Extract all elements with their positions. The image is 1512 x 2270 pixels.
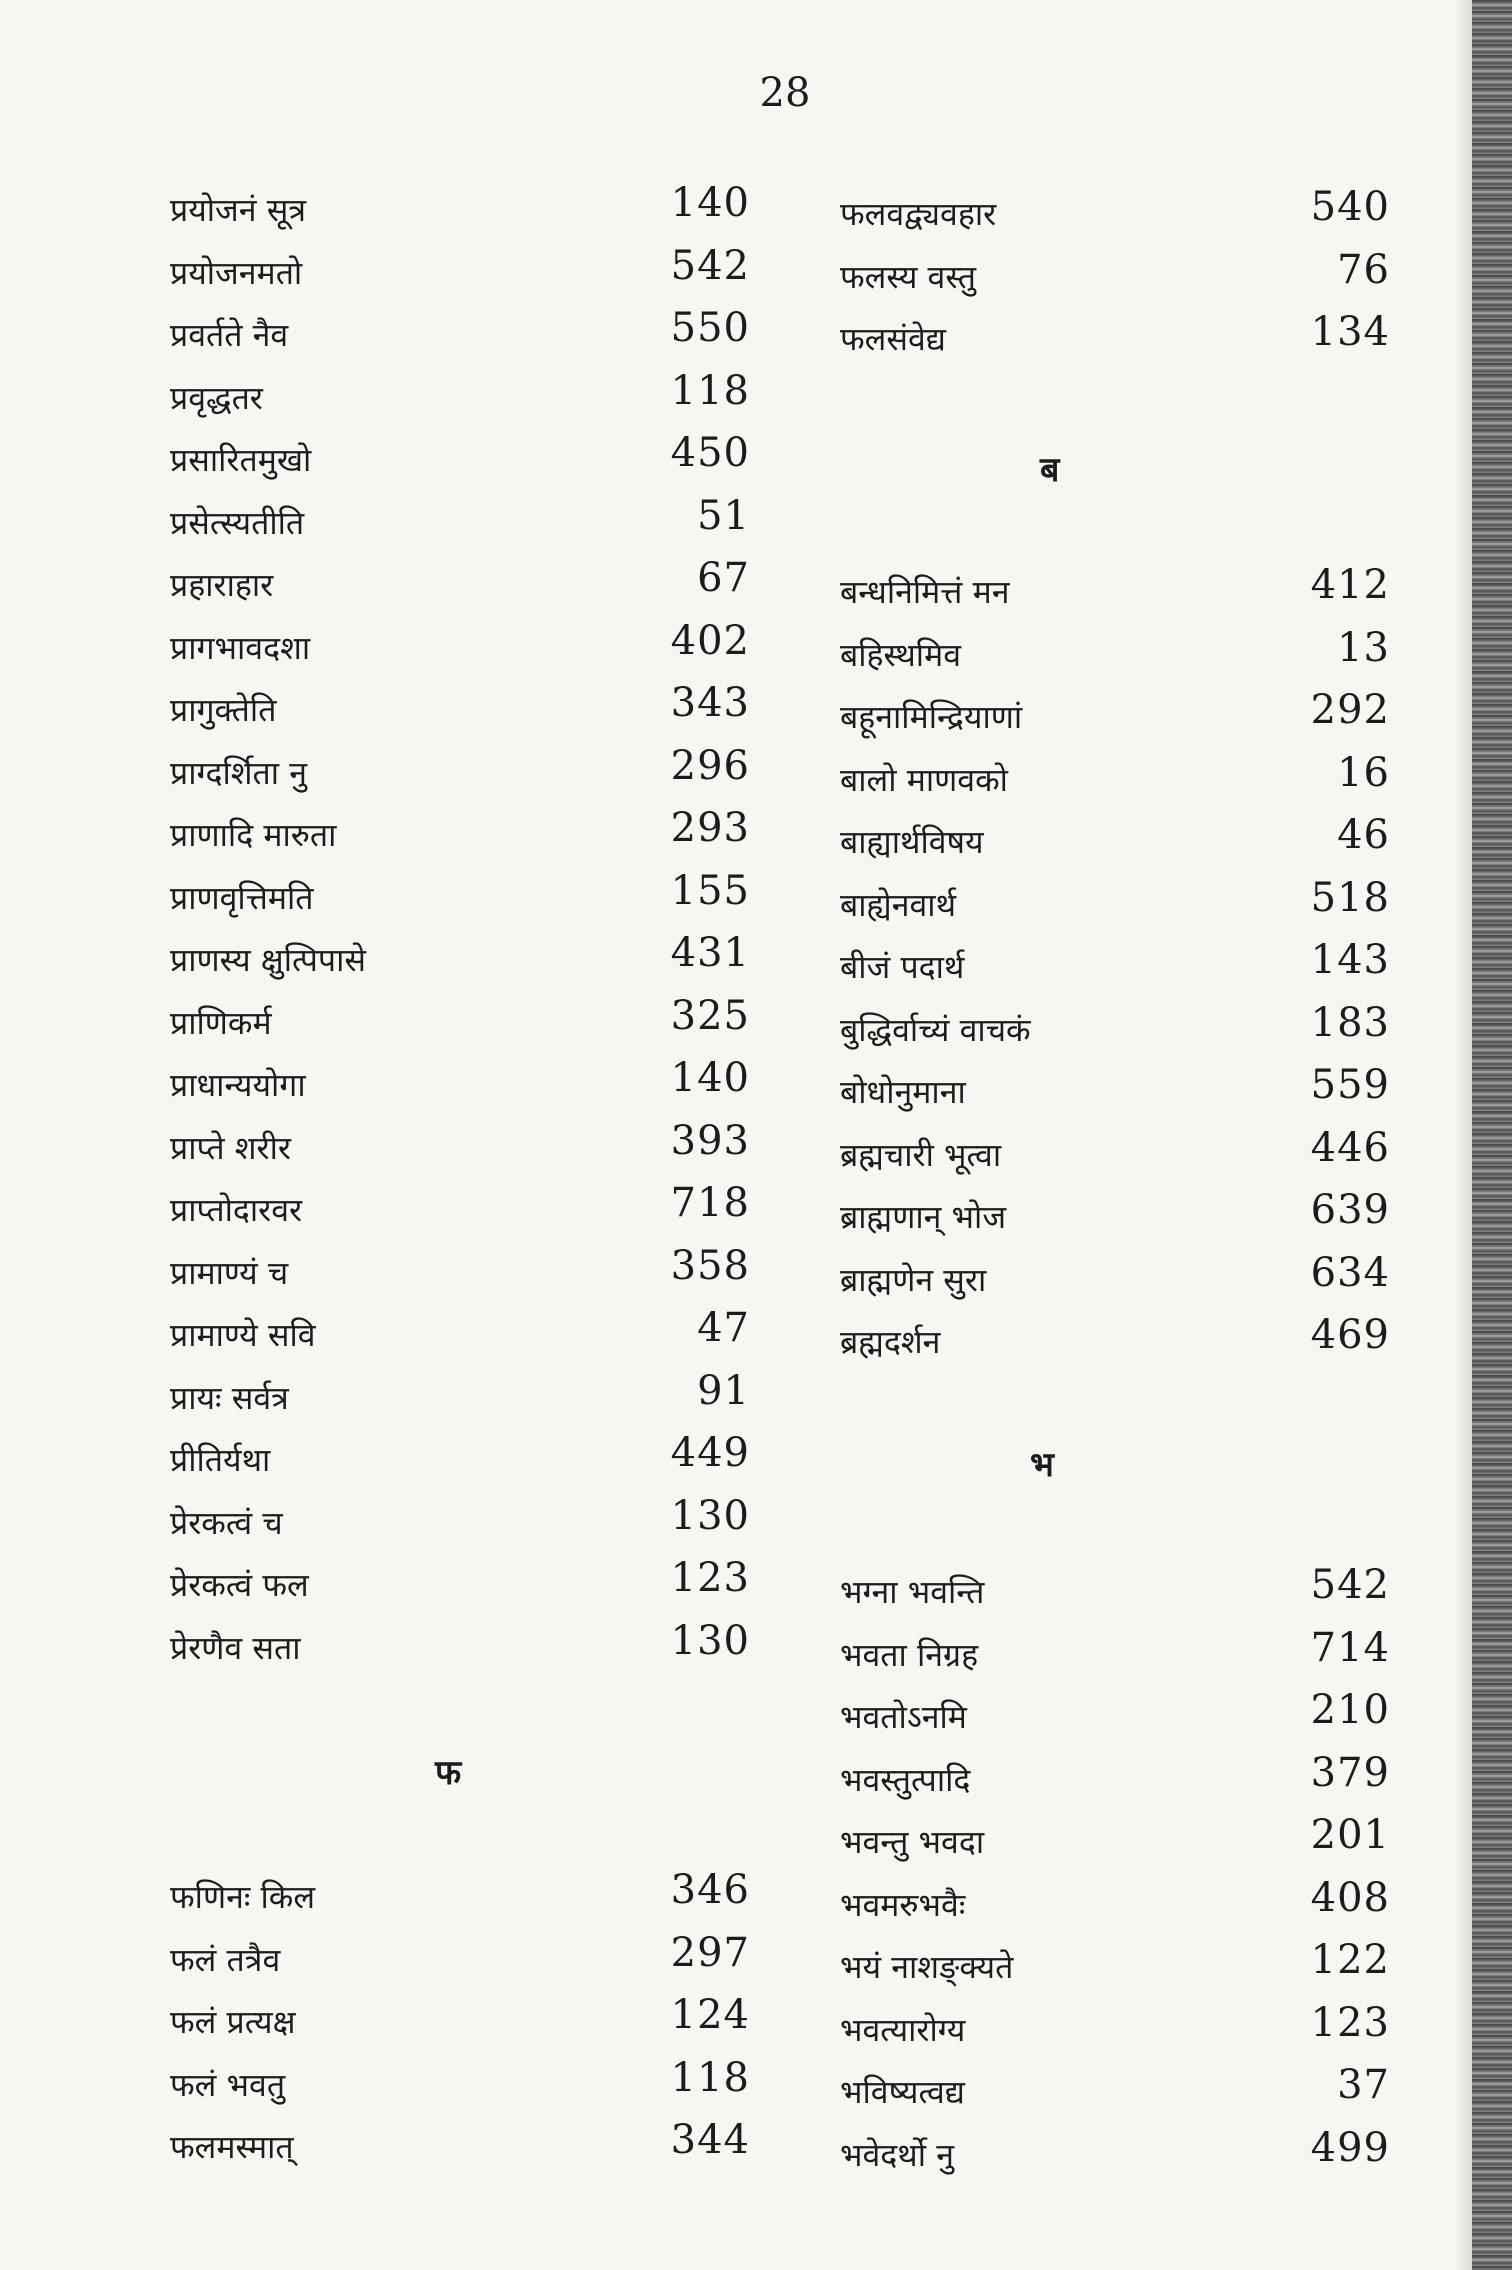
index-term: प्राणिकर्म <box>170 1003 272 1042</box>
index-page-ref: 540 <box>1310 184 1390 230</box>
index-term: फलं भवतु <box>170 2065 286 2104</box>
index-term: प्रसारितमुखो <box>170 441 312 479</box>
index-page-ref: 46 <box>1337 812 1390 858</box>
index-term: प्रसेत्स्यतीति <box>170 503 305 542</box>
index-term: प्राणस्य क्षुत्पिपासे <box>170 941 366 979</box>
index-term: फलं तत्रैव <box>170 1940 281 1979</box>
index-term: प्रयोजनमतो <box>170 253 303 292</box>
index-page-ref: 123 <box>1310 1999 1390 2046</box>
index-term: भवत्यारोग्य <box>840 2010 966 2049</box>
index-page-ref: 518 <box>1310 874 1390 921</box>
index-term: भवन्तु भवदा <box>840 1823 985 1861</box>
index-term: फलवद्व्यवहार <box>840 195 997 233</box>
index-term: ब्रह्मदर्शन <box>840 1323 941 1361</box>
index-page-ref: 118 <box>670 2054 750 2101</box>
index-page-ref: 140 <box>670 180 750 226</box>
index-page-ref: 76 <box>1337 246 1390 293</box>
index-page-ref: 718 <box>670 1180 750 1226</box>
index-term: ब्रह्मचारी भूत्वा <box>840 1135 1002 1174</box>
index-term: फलस्य वस्तु <box>840 257 977 296</box>
index-page-ref: 393 <box>670 1117 750 1164</box>
index-term: प्रवर्तते नैव <box>170 316 289 354</box>
index-term: प्रामाण्ये सवि <box>170 1316 316 1354</box>
index-term: प्राग्दर्शिता नु <box>170 753 307 792</box>
index-term: भयं नाशङ्क्यते <box>840 1948 1014 1986</box>
index-term: भवस्तुत्पादि <box>840 1760 971 1799</box>
index-term: प्रहाराहार <box>170 566 274 604</box>
index-term: बहिस्थमिव <box>840 635 962 674</box>
index-term: बहूनामिन्द्रियाणां <box>840 698 1023 736</box>
index-page-ref: 140 <box>670 1055 750 1101</box>
index-term: बाह्यार्थविषय <box>840 823 984 861</box>
index-term: ब्राह्मणेन सुरा <box>840 1260 987 1299</box>
index-page-ref: 639 <box>1310 1187 1390 1233</box>
index-term: प्रेरणैव सता <box>170 1628 301 1667</box>
index-page-ref: 469 <box>1310 1312 1390 1358</box>
index-term: प्रीतिर्यथा <box>170 1441 271 1479</box>
index-page-ref: 67 <box>697 555 750 601</box>
index-page-ref: 155 <box>670 867 750 914</box>
index-page-ref: 499 <box>1310 2124 1390 2171</box>
index-page-ref: 358 <box>670 1242 750 1289</box>
index-page-ref: 210 <box>1310 1687 1390 1733</box>
index-page-ref: 408 <box>1310 1874 1390 1921</box>
index-page-ref: 293 <box>670 805 750 851</box>
section-heading: फ <box>435 1753 462 1793</box>
index-term: प्रवृद्धतर <box>170 378 263 417</box>
index-term: प्राधान्ययोगा <box>170 1066 306 1104</box>
index-term: भग्ना भवन्ति <box>840 1573 985 1611</box>
index-term: प्रायः सर्वत्र <box>170 1378 289 1417</box>
index-page-ref: 51 <box>697 492 750 539</box>
index-page-ref: 118 <box>670 367 750 414</box>
index-term: बाह्येनवार्थ <box>840 885 957 924</box>
index-page-ref: 123 <box>670 1555 750 1601</box>
index-page-ref: 344 <box>670 2117 750 2163</box>
index-page-ref: 37 <box>1337 2062 1390 2108</box>
index-term: प्रेरकत्वं च <box>170 1503 283 1542</box>
index-page-ref: 714 <box>1310 1624 1390 1671</box>
index-term: प्रामाण्यं च <box>170 1253 289 1292</box>
index-term: भवतोऽनमि <box>840 1698 967 1736</box>
index-page-ref: 449 <box>670 1430 750 1476</box>
index-term: प्राप्तोदारवर <box>170 1191 303 1229</box>
index-page-ref: 402 <box>670 617 750 664</box>
index-page-ref: 559 <box>1310 1062 1390 1108</box>
index-term: प्रागुक्तेति <box>170 691 277 729</box>
index-term: बोधोनुमाना <box>840 1073 966 1111</box>
index-term: बीजं पदार्थ <box>840 948 965 986</box>
index-term: प्रयोजनं सूत्र <box>170 191 307 229</box>
index-page-ref: 297 <box>670 1929 750 1976</box>
index-page-ref: 550 <box>670 305 750 351</box>
index-page-ref: 134 <box>1310 309 1390 355</box>
page-binding-edge <box>1472 0 1512 2270</box>
index-page-ref: 412 <box>1310 562 1390 608</box>
page-number: 28 <box>759 70 811 116</box>
index-page-ref: 91 <box>697 1367 750 1414</box>
section-heading: भ <box>1030 1445 1054 1485</box>
index-term: भविष्यत्वद्य <box>840 2073 965 2111</box>
index-page-ref: 379 <box>1310 1749 1390 1796</box>
index-page-ref: 124 <box>670 1992 750 2038</box>
index-page-ref: 343 <box>670 680 750 726</box>
index-term: प्रागभावदशा <box>170 628 311 667</box>
index-term: प्राप्ते शरीर <box>170 1128 291 1167</box>
index-page-ref: 634 <box>1310 1249 1390 1296</box>
index-term: फलं प्रत्यक्ष <box>170 2003 296 2041</box>
index-page-ref: 183 <box>1310 999 1390 1046</box>
index-page-ref: 296 <box>670 742 750 789</box>
index-page-ref: 16 <box>1337 749 1390 796</box>
index-page-ref: 13 <box>1337 624 1390 671</box>
index-page-ref: 130 <box>670 1492 750 1539</box>
index-page-ref: 47 <box>697 1305 750 1351</box>
index-page-ref: 346 <box>670 1867 750 1913</box>
index-page-ref: 130 <box>670 1617 750 1664</box>
index-page-ref: 143 <box>1310 937 1390 983</box>
index-term: प्रेरकत्वं फल <box>170 1566 309 1604</box>
index-term: भवमरुभवैः <box>840 1885 966 1924</box>
index-page-ref: 446 <box>1310 1124 1390 1171</box>
index-page-ref: 542 <box>670 242 750 289</box>
index-page-ref: 325 <box>670 992 750 1039</box>
index-page-ref: 122 <box>1310 1937 1390 1983</box>
index-term: ब्राह्मणान् भोज <box>840 1198 1007 1236</box>
index-term: भवता निग्रह <box>840 1635 979 1674</box>
index-term: फलमस्मात् <box>170 2128 294 2166</box>
index-page-ref: 201 <box>1310 1812 1390 1858</box>
index-term: प्राणवृत्तिमति <box>170 878 314 917</box>
index-page-ref: 292 <box>1310 687 1390 733</box>
index-term: बन्धनिमित्तं मन <box>840 573 1010 611</box>
index-term: बुद्धिर्वाच्यं वाचकं <box>840 1010 1031 1049</box>
index-term: प्राणादि मारुता <box>170 816 337 854</box>
index-page-ref: 542 <box>1310 1562 1390 1608</box>
index-term: फलसंवेद्य <box>840 320 946 358</box>
index-term: भवेदर्थो नु <box>840 2135 954 2174</box>
section-heading: ब <box>1040 450 1060 490</box>
index-term: बालो माणवको <box>840 760 1008 799</box>
index-page-ref: 431 <box>670 930 750 976</box>
index-page-ref: 450 <box>670 430 750 476</box>
index-term: फणिनः किल <box>170 1878 316 1916</box>
